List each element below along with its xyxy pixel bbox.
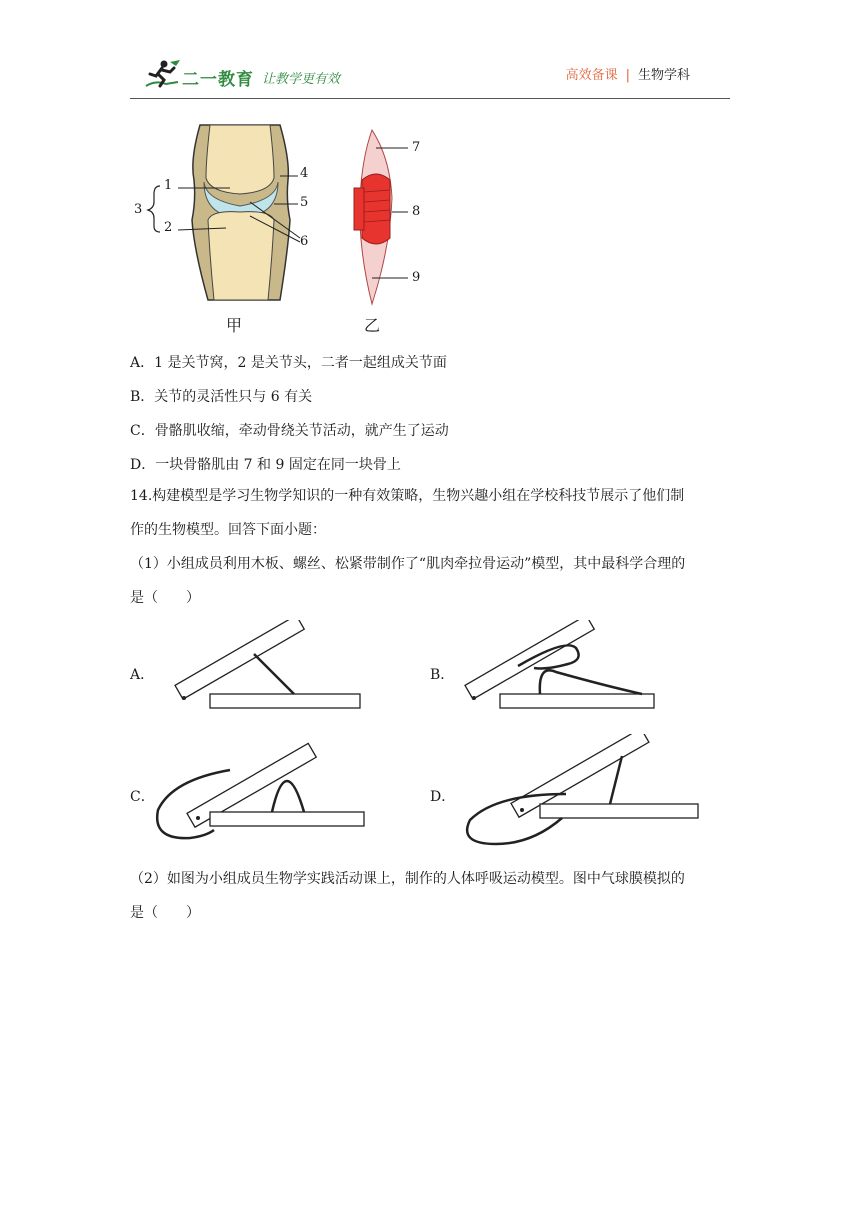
header-divider <box>130 98 730 99</box>
choice-d-label: D． <box>430 789 456 805</box>
q14-sub2 <box>130 862 730 930</box>
choice-c[interactable] <box>130 740 430 850</box>
header-tags <box>566 64 690 83</box>
choice-a[interactable] <box>130 620 430 730</box>
page-header <box>130 54 730 98</box>
choice-d[interactable] <box>430 734 730 844</box>
q14-intro-line2: 作的生物模型。回答下面小题： <box>130 522 326 538</box>
fig-label-8: 8 <box>412 204 421 219</box>
fig-label-1: 1 <box>164 178 173 193</box>
model-b-diagram <box>456 620 666 720</box>
logo <box>142 58 402 92</box>
fig-label-9: 9 <box>412 270 421 285</box>
choice-b-label: B． <box>430 667 455 683</box>
q14-sub2-line2: 是（ ） <box>130 905 200 921</box>
choice-a-label: A． <box>130 667 155 683</box>
q14-sub1 <box>130 547 730 615</box>
q14-sub1-line1: （1）小组成员利用木板、螺丝、松紧带制作了“肌肉牵拉骨运动”模型，其中最科学合理的 <box>130 556 686 572</box>
option-d: D．一块骨骼肌由 7 和 9 固定在同一块骨上 <box>130 457 401 473</box>
q14-intro <box>130 479 730 547</box>
option-c: C．骨骼肌收缩，牵动骨绕关节活动，就产生了运动 <box>130 423 449 439</box>
header-separator: | <box>625 68 630 83</box>
header-tag-subject: 生物学科 <box>637 68 690 83</box>
header-tag-prep: 高效备课 <box>565 68 618 83</box>
joint-muscle-figure <box>130 120 450 340</box>
fig-label-5: 5 <box>300 195 309 210</box>
runner-logo-icon <box>142 58 182 92</box>
logo-slogan: 让教学更有效 <box>262 72 341 87</box>
caption-yi: 乙 <box>364 316 381 335</box>
model-d-diagram <box>456 734 706 854</box>
option-a: A．1 是关节窝，2 是关节头，二者一起组成关节面 <box>130 355 447 371</box>
fig-label-6: 6 <box>300 234 309 249</box>
model-c-diagram <box>152 740 382 850</box>
fig-label-3: 3 <box>134 202 143 217</box>
caption-jia: 甲 <box>226 316 243 335</box>
q14-sub1-line2: 是（ ） <box>130 590 200 606</box>
fig-label-4: 4 <box>300 166 309 181</box>
logo-text: 二一教育 <box>182 70 254 90</box>
model-a-diagram <box>166 620 376 720</box>
fig-label-7: 7 <box>412 140 421 155</box>
choice-c-label: C． <box>130 789 155 805</box>
option-b: B．关节的灵活性只与 6 有关 <box>130 389 313 405</box>
q14-intro-line1: 14.构建模型是学习生物学知识的一种有效策略，生物兴趣小组在学校科技节展示了他们制 <box>130 488 685 504</box>
q14-sub2-line1: （2）如图为小组成员生物学实践活动课上，制作的人体呼吸运动模型。图中气球膜模拟的 <box>130 871 685 887</box>
fig-label-2: 2 <box>164 220 173 235</box>
choice-b[interactable] <box>430 620 730 730</box>
joint-diagram <box>130 120 330 310</box>
